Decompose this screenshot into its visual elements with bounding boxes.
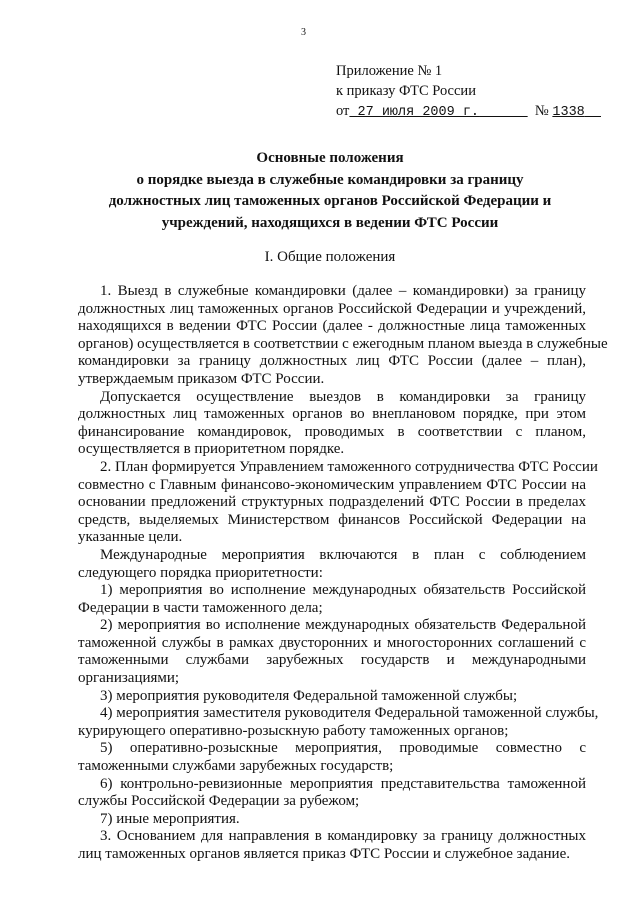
text-line: 6) контрольно-ревизионные мероприятия представительства таможенной xyxy=(100,775,586,792)
paragraph xyxy=(78,617,586,687)
title-line: Основные положения xyxy=(256,150,404,166)
text-line: следующего порядка приоритетности: xyxy=(78,564,323,581)
title-line: о порядке выезда в служебные командировки за границу xyxy=(136,171,524,188)
text-line: 7) иные мероприятия. xyxy=(100,810,240,827)
text-line: должностных лиц таможенных органов Российской Федерации и учреждений, xyxy=(78,300,586,317)
order-date-line xyxy=(336,101,601,123)
paragraph xyxy=(78,740,586,775)
paragraph xyxy=(78,582,586,617)
text-line: таможенными службами зарубежных государств и международными xyxy=(78,652,586,669)
text-line: организациями; xyxy=(78,670,180,687)
order-date-value: 27 июля 2009 г. xyxy=(357,105,480,120)
paragraph xyxy=(78,458,598,547)
text-line: органов) осуществляется в соответствии с ежегодным планом выезда в служебные xyxy=(78,335,608,352)
text-line: Допускается осуществление выездов в командировки за границу xyxy=(100,388,586,405)
text-line: осуществляется в приоритетном порядке. xyxy=(78,441,345,458)
text-line: 1) мероприятия во исполнение международных обязательств Российской xyxy=(100,582,586,599)
title-line: учреждений, находящихся в ведении ФТС России xyxy=(161,215,499,232)
text-line: 1. Выезд в служебные командировки (далее – командировки) за границу xyxy=(100,283,586,299)
text-line: указанные цели. xyxy=(78,529,183,546)
text-line: командировки за границу должностных лиц ФТС России (далее – план), xyxy=(78,353,586,370)
paragraph xyxy=(78,283,608,389)
paragraph xyxy=(78,688,586,706)
date-prefix: от xyxy=(336,103,350,119)
text-line: таможенными службами зарубежных государств; xyxy=(78,758,394,775)
paragraph xyxy=(78,389,586,459)
text-line: основании предложений структурных подразделений ФТС России в пределах xyxy=(78,494,586,511)
appendix-label: Приложение № 1 xyxy=(336,63,443,79)
text-line: 3. Основанием для направления в командировку за границу должностных xyxy=(100,828,586,845)
text-line: 2. План формируется Управлением таможенного сотрудничества ФТС России xyxy=(100,458,598,475)
order-reference: к приказу ФТС России xyxy=(336,83,476,99)
order-number xyxy=(552,105,601,120)
text-line: Федерации в части таможенного дела; xyxy=(78,599,323,616)
section-heading: I. Общие положения xyxy=(264,249,396,265)
text-line: средств, выделяемых Министерством финансов Российской Федерации на xyxy=(78,511,586,528)
page-number: 3 xyxy=(301,27,306,38)
text-line: 3) мероприятия руководителя Федеральной таможенной службы; xyxy=(100,687,518,704)
text-line: утверждаемым приказом ФТС России. xyxy=(78,370,325,387)
paragraph xyxy=(78,705,599,740)
text-line: службы Российской Федерации за рубежом; xyxy=(78,793,360,810)
order-number-value: 1338 xyxy=(552,105,585,120)
appendix-header xyxy=(336,61,601,123)
text-line: совместно с Главным финансово-экономическим управлением ФТС России на xyxy=(78,476,586,493)
document-body xyxy=(78,283,608,864)
text-line: 2) мероприятия во исполнение международных обязательств Федеральной xyxy=(100,617,586,634)
paragraph xyxy=(78,547,586,582)
text-line: 5) оперативно-розыскные мероприятия, проводимые совместно с xyxy=(100,740,586,757)
text-line: лиц таможенных органов является приказ ФТС России и служебное задание. xyxy=(78,846,570,862)
number-prefix: № xyxy=(534,103,549,119)
text-line: находящихся в ведении ФТС России (далее - должностные лица таможенных xyxy=(78,318,586,335)
title-line: должностных лиц таможенных органов Российской Федерации и xyxy=(108,193,552,210)
paragraph xyxy=(78,811,586,829)
text-line: должностных лиц таможенных органов во внеплановом порядке, при этом xyxy=(78,406,586,423)
text-line: Международные мероприятия включаются в план с соблюдением xyxy=(100,546,586,563)
document-title xyxy=(60,148,600,235)
order-date xyxy=(349,105,527,120)
text-line: курирующего оперативно-розыскную работу таможенных органов; xyxy=(78,722,509,739)
paragraph xyxy=(78,776,586,811)
paragraph xyxy=(78,828,586,863)
text-line: таможенной службы в рамках двусторонних и многосторонних соглашений с xyxy=(78,634,586,651)
text-line: 4) мероприятия заместителя руководителя Федеральной таможенной службы, xyxy=(100,705,599,722)
text-line: финансирование командировок, проводимых в соответствии с планом, xyxy=(78,423,586,440)
